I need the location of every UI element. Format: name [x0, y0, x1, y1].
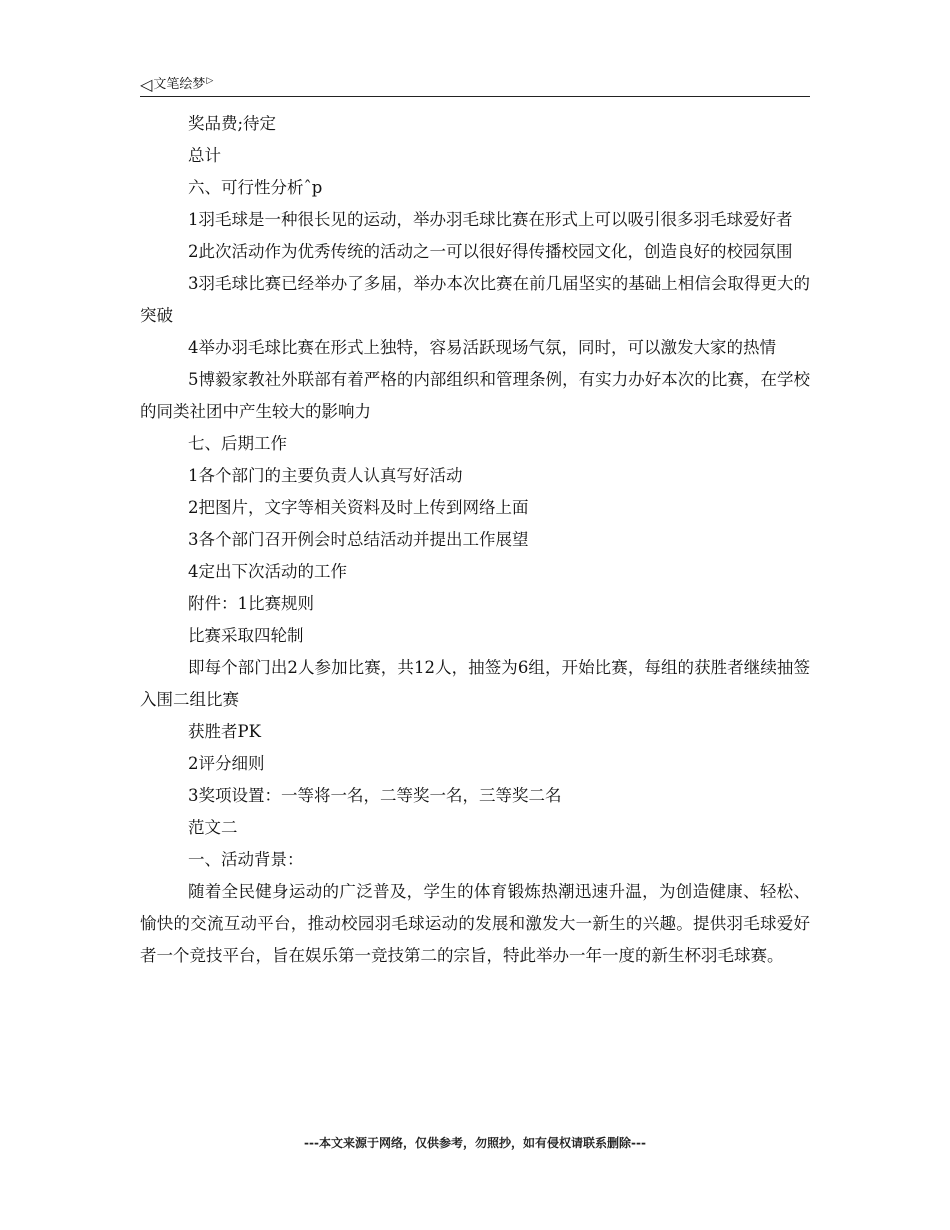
section-heading-feasibility: 六、可行性分析ˆp — [188, 178, 323, 197]
paragraph: 即每个部门出2人参加比赛，共12人，抽签为6组，开始比赛，每组的获胜者继续抽签入围二组比赛 — [140, 658, 810, 709]
paragraph: 3奖项设置：一等将一名，二等奖一名，三等奖二名 — [188, 786, 562, 805]
paragraph-appendix: 附件：1比赛规则 — [188, 594, 314, 613]
paragraph: 4定出下次活动的工作 — [188, 562, 347, 581]
paragraph-prize-cost: 奖品费;待定 — [188, 114, 277, 133]
paragraph: 获胜者PK — [188, 722, 261, 741]
section-heading-followup: 七、后期工作 — [188, 434, 287, 453]
paragraph: 4举办羽毛球比赛在形式上独特，容易活跃现场气氛，同时，可以激发大家的热情 — [188, 338, 776, 357]
document-body — [140, 108, 810, 972]
left-triangle-icon: ◁ — [140, 75, 153, 94]
paragraph: 比赛采取四轮制 — [188, 626, 304, 645]
paragraph: 2把图片，文字等相关资料及时上传到网络上面 — [188, 498, 529, 517]
section-heading-background: 一、活动背景： — [188, 850, 304, 869]
paragraph: 3羽毛球比赛已经举办了多届，举办本次比赛在前几届坚实的基础上相信会取得更大的突破 — [140, 274, 810, 325]
page-footer: ---本文来源于网络，仅供参考，勿照抄，如有侵权请联系删除--- — [304, 1136, 646, 1150]
paragraph-total: 总计 — [188, 146, 221, 165]
page-header — [140, 74, 810, 97]
header-brand: 文笔绘梦 — [153, 77, 206, 92]
paragraph: 1各个部门的主要负责人认真写好活动 — [188, 466, 463, 485]
paragraph: 1羽毛球是一种很长见的运动，举办羽毛球比赛在形式上可以吸引很多羽毛球爱好者 — [188, 210, 793, 229]
paragraph: 2此次活动作为优秀传统的活动之一可以很好得传播校园文化，创造良好的校园氛围 — [188, 242, 793, 261]
paragraph: 3各个部门召开例会时总结活动并提出工作展望 — [188, 530, 529, 549]
paragraph: 2评分细则 — [188, 754, 265, 773]
paragraph: 5博毅家教社外联部有着严格的内部组织和管理条例，有实力办好本次的比赛，在学校的同类社团中产生较大的影响力 — [140, 370, 810, 421]
section-heading-sample-two: 范文二 — [188, 818, 238, 837]
right-triangle-icon: ▷ — [206, 76, 214, 86]
paragraph: 随着全民健身运动的广泛普及，学生的体育锻炼热潮迅速升温，为创造健康、轻松、愉快的交流互动平台，推动校园羽毛球运动的发展和激发大一新生的兴趣。提供羽毛球爱好者一个竞技平台，旨在娱乐第一竞技第二的宗旨，特此举办一年一度的新生杯羽毛球赛。 — [140, 882, 810, 965]
